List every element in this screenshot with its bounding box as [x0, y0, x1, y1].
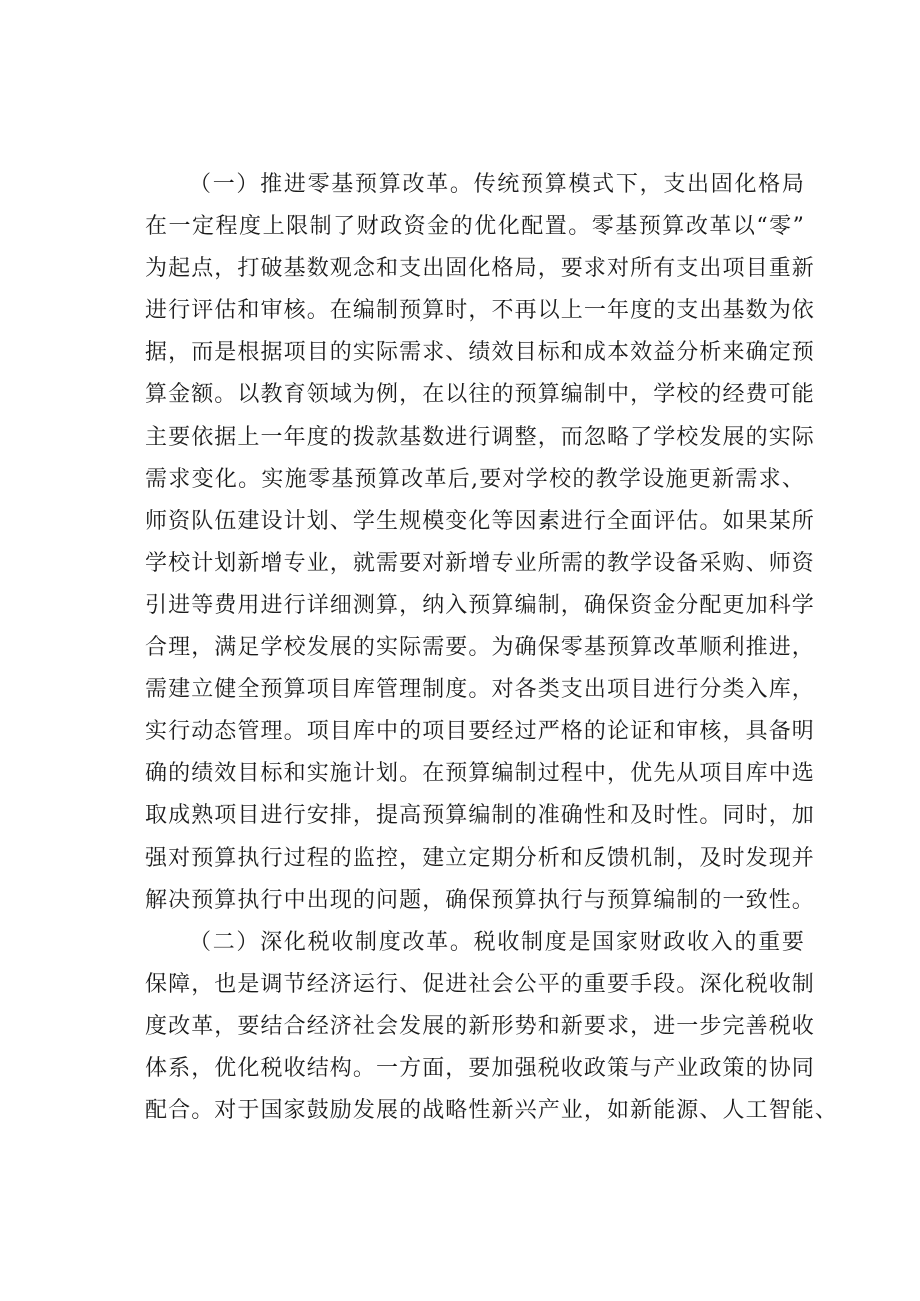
text-line: 解决预算执行中出现的问题，确保预算执行与预算编制的一致性。 [145, 887, 815, 913]
text-line: 据，而是根据项目的实际需求、绩效目标和成本效益分析来确定预 [145, 340, 815, 366]
text-line: 强对预算执行过程的监控，建立定期分析和反馈机制，及时发现并 [145, 845, 815, 871]
text-line: 配合。对于国家鼓励发展的战略性新兴产业，如新能源、人工智能、 [145, 1098, 839, 1124]
paragraph-tax-system-reform [145, 922, 839, 1132]
text-line: 学校计划新增专业，就需要对新增专业所需的教学设备采购、师资 [145, 550, 815, 576]
text-line: 为起点，打破基数观念和支出固化格局，要求对所有支出项目重新 [145, 256, 815, 282]
text-line: 进行评估和审核。在编制预算时，不再以上一年度的支出基数为依 [145, 298, 815, 324]
text-line: （一）推进零基预算改革。传统预算模式下，支出固化格局 [189, 172, 805, 197]
text-line: 引进等费用进行详细测算，纳入预算编制，确保资金分配更加科学 [145, 592, 815, 618]
text-line: （二）深化税收制度改革。税收制度是国家财政收入的重要 [189, 929, 805, 955]
text-line: 算金额。以教育领域为例，在以往的预算编制中，学校的经费可能 [145, 382, 815, 408]
text-line: 在一定程度上限制了财政资金的优化配置。零基预算改革以“零” [145, 214, 805, 240]
text-line: 保障，也是调节经济运行、促进社会公平的重要手段。深化税收制 [145, 971, 815, 997]
text-line: 合理，满足学校发展的实际需要。为确保零基预算改革顺利推进， [145, 635, 815, 661]
text-line: 师资队伍建设计划、学生规模变化等因素进行全面评估。如果某所 [145, 508, 815, 534]
text-line: 需求变化。实施零基预算改革后,要对学校的教学设施更新需求、 [145, 466, 805, 492]
document-body [145, 164, 839, 1132]
text-line: 主要依据上一年度的拨款基数进行调整，而忽略了学校发展的实际 [145, 424, 815, 450]
text-line: 实行动态管理。项目库中的项目要经过严格的论证和审核，具备明 [145, 719, 815, 745]
text-line: 确的绩效目标和实施计划。在预算编制过程中，优先从项目库中选 [145, 761, 815, 787]
paragraph-zero-based-budget-reform [145, 164, 815, 922]
text-line: 取成熟项目进行安排，提高预算编制的准确性和及时性。同时，加 [145, 803, 815, 829]
text-line: 度改革，要结合经济社会发展的新形势和新要求，进一步完善税收 [145, 1013, 815, 1039]
text-line: 需建立健全预算项目库管理制度。对各类支出项目进行分类入库， [145, 677, 815, 703]
text-line: 体系，优化税收结构。一方面，要加强税收政策与产业政策的协同 [145, 1055, 815, 1081]
